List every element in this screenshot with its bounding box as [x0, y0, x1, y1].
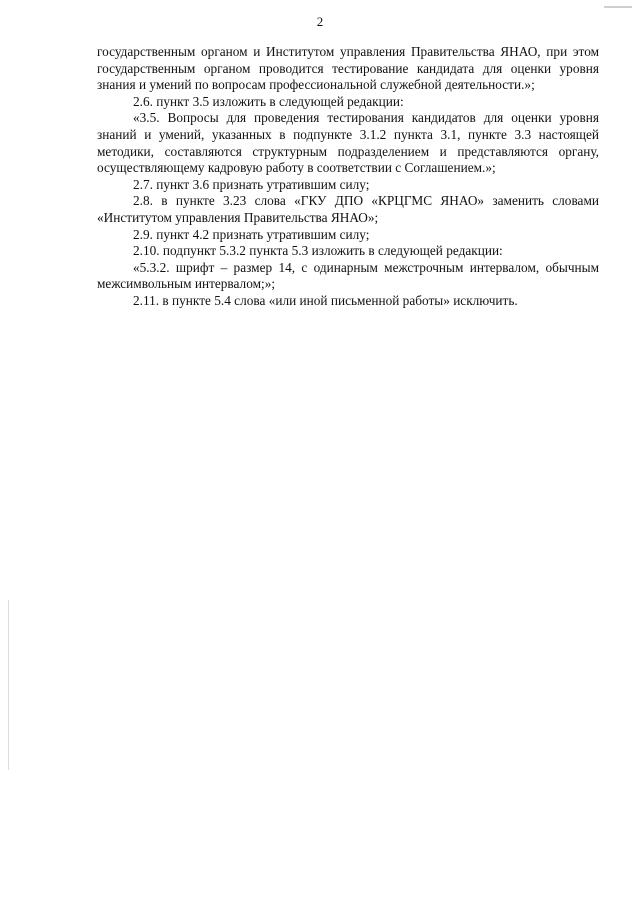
- paragraph-continuation: государственным органом и Институтом управления Правительства ЯНАО, при этом государственным органом проводится тестирование кандидата для оценки уровня знания и умений по вопросам профессиональной служебной деятельности.»;: [97, 44, 599, 93]
- paragraph-item-2-11: 2.11. в пункте 5.4 слова «или иной письменной работы» исключить.: [133, 292, 518, 308]
- paragraph-item-2-7: 2.7. пункт 3.6 признать утратившим силу;: [133, 176, 370, 192]
- paragraph-item-2-9: 2.9. пункт 4.2 признать утратившим силу;: [133, 226, 370, 242]
- paragraph-item-2-8: 2.8. в пункте 3.23 слова «ГКУ ДПО «КРЦГМС ЯНАО» заменить словами «Институтом управления Правительства ЯНАО»;: [97, 193, 599, 225]
- page-number: 2: [316, 14, 324, 29]
- paragraph-item-2-10: 2.10. подпункт 5.3.2 пункта 5.3 изложить в следующей редакции:: [133, 243, 503, 259]
- document-body: [97, 44, 599, 310]
- paragraph-quote-5-3-2: «5.3.2. шрифт – размер 14, с одинарным межстрочным интервалом, обычным межсимвольным интервалом;»;: [97, 259, 599, 292]
- scan-edge-line: [8, 600, 9, 770]
- paragraph-quote-3-5: «3.5. Вопросы для проведения тестирования кандидатов для оценки уровня знаний и умений, указанных в подпункте 3.1.2 пункта 3.1, пункте 3.3 настоящей методики, составляются структурным подразделением и представляются органу, осуществляющему кадровую работу в соответствии с Соглашением.»;: [97, 110, 599, 176]
- scan-corner-mark: [604, 6, 632, 8]
- paragraph-item-2-6: 2.6. пункт 3.5 изложить в следующей редакции:: [133, 93, 404, 109]
